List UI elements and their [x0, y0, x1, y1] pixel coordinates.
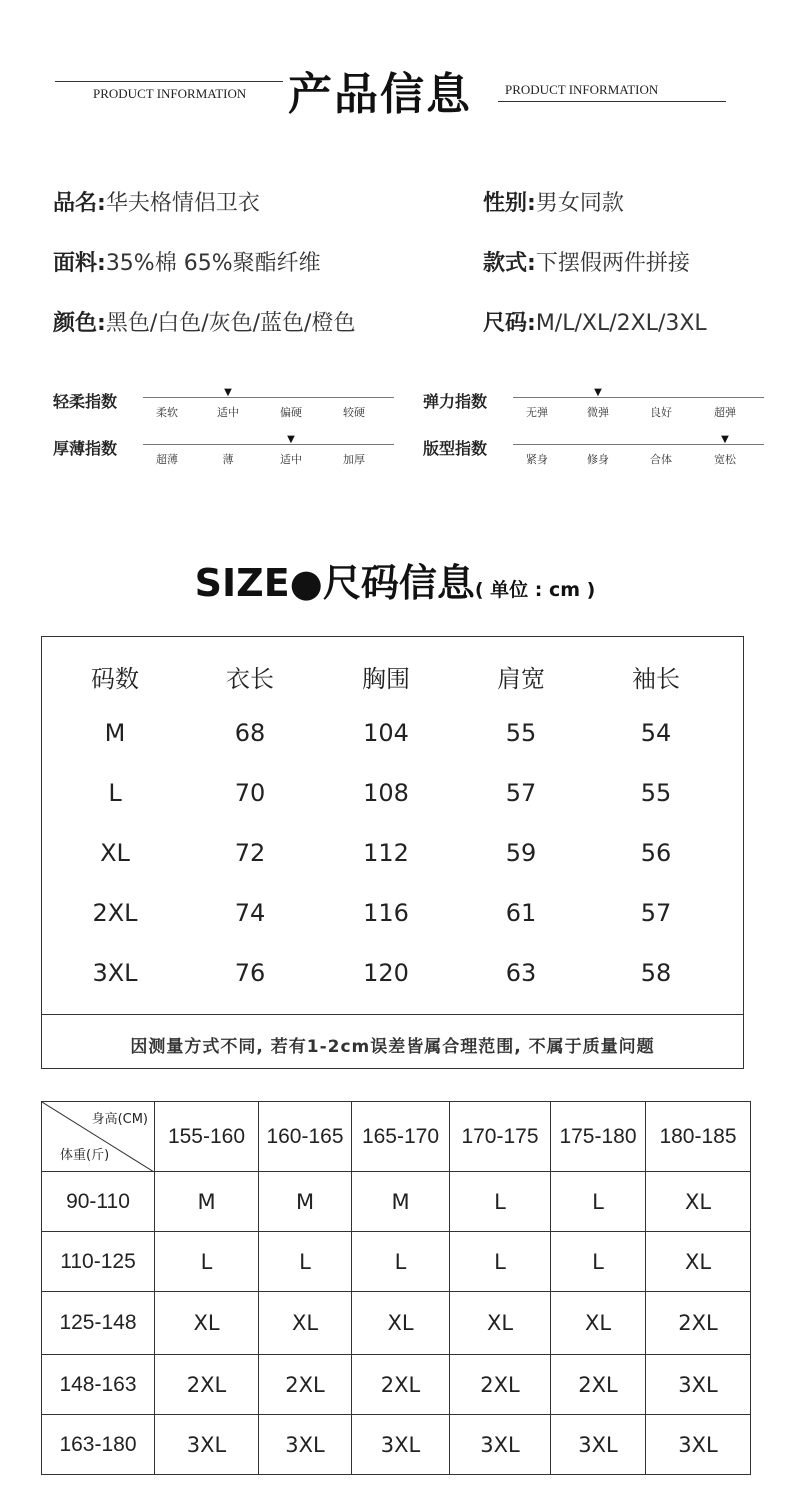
elasticity-index-marker-icon: ▼ [594, 387, 602, 398]
size-cell-size: M [104, 719, 126, 747]
softness-index-option: 较硬 [343, 406, 365, 419]
thickness-index-option: 加厚 [343, 453, 365, 466]
fit-height-header: 170-175 [450, 1102, 551, 1172]
fit-size-cell: 2XL [352, 1355, 450, 1415]
fit-index-option: 合体 [650, 453, 672, 466]
thickness-index-marker-icon: ▼ [287, 434, 295, 445]
size-cell-sleeve: 54 [640, 719, 672, 747]
info-style-value: 下摆假两件拼接 [535, 251, 690, 276]
fit-height-header: 155-160 [155, 1102, 259, 1172]
fit-size-cell: M [352, 1172, 450, 1232]
fit-chart [41, 1101, 751, 1475]
fit-size-cell: L [450, 1172, 551, 1232]
fit-size-cell: XL [352, 1292, 450, 1355]
fit-size-cell: XL [646, 1172, 751, 1232]
size-title-unit: ( 单位 : cm ) [474, 579, 596, 601]
info-fabric-key: 面料: [53, 251, 106, 276]
header-rule-right [498, 101, 726, 102]
size-header-chest: 胸围 [362, 665, 410, 693]
info-size-key: 尺码: [483, 311, 536, 336]
size-cell-sleeve: 57 [640, 899, 672, 927]
fit-size-cell: 2XL [155, 1355, 259, 1415]
softness-index-line [143, 397, 394, 398]
fit-row [42, 1172, 751, 1232]
size-cell-chest: 104 [363, 719, 409, 747]
size-header-length: 衣长 [226, 665, 274, 693]
fit-size-cell: L [551, 1232, 646, 1292]
fit-index-option: 宽松 [714, 453, 736, 466]
fit-size-cell: 3XL [646, 1355, 751, 1415]
info-style-key: 款式: [483, 251, 536, 276]
elasticity-index-option: 微弹 [587, 406, 609, 419]
info-color [53, 306, 355, 337]
fit-weight-header: 148-163 [42, 1355, 155, 1415]
thickness-index-line [143, 444, 394, 445]
thickness-index-option: 薄 [222, 453, 234, 466]
info-size [483, 306, 707, 337]
fit-size-cell: 2XL [551, 1355, 646, 1415]
size-table-divider [42, 1014, 743, 1015]
size-title-main: SIZE●尺码信息 [194, 561, 475, 605]
thickness-index-option: 适中 [280, 453, 302, 466]
size-table [41, 636, 744, 1069]
elasticity-index-line [513, 397, 764, 398]
info-color-key: 颜色: [53, 311, 106, 336]
header-en-right: PRODUCT INFORMATION [505, 82, 659, 97]
fit-index-option: 修身 [587, 453, 609, 466]
softness-index-marker-icon: ▼ [224, 387, 232, 398]
softness-index-label: 轻柔指数 [53, 392, 118, 411]
size-header-shoulder: 肩宽 [497, 665, 545, 693]
softness-index-option: 适中 [217, 406, 239, 419]
fit-height-header: 175-180 [551, 1102, 646, 1172]
size-cell-length: 74 [234, 899, 266, 927]
info-gender [483, 186, 624, 217]
fit-size-cell: XL [551, 1292, 646, 1355]
size-cell-size: XL [100, 839, 130, 867]
header-en-left: PRODUCT INFORMATION [93, 86, 247, 101]
fit-size-cell: XL [646, 1232, 751, 1292]
fit-header-row [42, 1102, 751, 1172]
header-rule-left [55, 81, 283, 82]
fit-height-header: 160-165 [259, 1102, 352, 1172]
info-size-value: M/L/XL/2XL/3XL [535, 311, 707, 336]
fit-size-cell: 3XL [646, 1415, 751, 1475]
page-title: 产品信息 [288, 69, 472, 120]
fit-size-cell: L [551, 1172, 646, 1232]
fit-size-cell: XL [259, 1292, 352, 1355]
fit-index-marker-icon: ▼ [721, 434, 729, 445]
size-cell-size: L [108, 779, 122, 807]
info-fabric-value: 35%棉 65%聚酯纤维 [105, 251, 321, 276]
size-cell-chest: 112 [363, 839, 409, 867]
size-cell-shoulder: 57 [505, 779, 537, 807]
fit-weight-header: 163-180 [42, 1415, 155, 1475]
fit-row [42, 1232, 751, 1292]
size-cell-chest: 116 [363, 899, 409, 927]
size-cell-shoulder: 59 [505, 839, 537, 867]
fit-size-cell: 3XL [259, 1415, 352, 1475]
softness-index-option: 偏硬 [280, 406, 302, 419]
size-cell-sleeve: 56 [640, 839, 672, 867]
size-cell-length: 68 [234, 719, 266, 747]
info-fabric [53, 246, 321, 277]
size-cell-size: 2XL [92, 899, 138, 927]
fit-weight-header: 90-110 [42, 1172, 155, 1232]
elasticity-index-option: 无弹 [526, 406, 548, 419]
fit-size-cell: M [155, 1172, 259, 1232]
size-section-title [0, 552, 790, 607]
info-gender-key: 性别: [483, 191, 536, 216]
fit-height-header: 165-170 [352, 1102, 450, 1172]
size-cell-sleeve: 55 [640, 779, 672, 807]
info-name [53, 186, 260, 217]
softness-index-option: 柔软 [156, 406, 178, 419]
fit-height-label: 身高(CM) [91, 1112, 148, 1127]
info-name-value: 华夫格情侣卫衣 [105, 191, 260, 216]
fit-size-cell: 3XL [551, 1415, 646, 1475]
fit-size-cell: 3XL [450, 1415, 551, 1475]
fit-size-cell: L [155, 1232, 259, 1292]
fit-size-cell: L [259, 1232, 352, 1292]
fit-size-cell: XL [450, 1292, 551, 1355]
fit-index-label: 版型指数 [423, 439, 488, 458]
fit-size-cell: L [352, 1232, 450, 1292]
info-name-key: 品名: [53, 191, 106, 216]
fit-weight-header: 125-148 [42, 1292, 155, 1355]
info-gender-value: 男女同款 [535, 191, 624, 216]
size-cell-length: 76 [234, 959, 266, 987]
size-cell-size: 3XL [92, 959, 138, 987]
elasticity-index-label: 弹力指数 [423, 392, 488, 411]
elasticity-index-option: 超弹 [714, 406, 736, 419]
size-cell-shoulder: 61 [505, 899, 537, 927]
fit-size-cell: L [450, 1232, 551, 1292]
info-style [483, 246, 690, 277]
fit-size-cell: M [259, 1172, 352, 1232]
fit-size-cell: 2XL [450, 1355, 551, 1415]
size-header-sleeve: 袖长 [632, 665, 680, 693]
size-cell-shoulder: 63 [505, 959, 537, 987]
size-cell-shoulder: 55 [505, 719, 537, 747]
elasticity-index-option: 良好 [650, 406, 672, 419]
thickness-index-option: 超薄 [156, 453, 178, 466]
size-cell-chest: 108 [363, 779, 409, 807]
fit-size-cell: 2XL [259, 1355, 352, 1415]
thickness-index-label: 厚薄指数 [53, 439, 118, 458]
fit-size-cell: 3XL [155, 1415, 259, 1475]
size-cell-chest: 120 [363, 959, 409, 987]
fit-weight-label: 体重(斤) [60, 1148, 110, 1163]
fit-size-cell: 2XL [646, 1292, 751, 1355]
fit-weight-header: 110-125 [42, 1232, 155, 1292]
info-color-value: 黑色/白色/灰色/蓝色/橙色 [105, 311, 356, 336]
size-cell-length: 70 [234, 779, 266, 807]
fit-row [42, 1415, 751, 1475]
size-header-size: 码数 [91, 665, 139, 693]
size-cell-sleeve: 58 [640, 959, 672, 987]
fit-size-cell: 3XL [352, 1415, 450, 1475]
fit-size-cell: XL [155, 1292, 259, 1355]
fit-row [42, 1292, 751, 1355]
size-cell-length: 72 [234, 839, 266, 867]
fit-corner-cell [42, 1102, 155, 1172]
fit-row [42, 1355, 751, 1415]
size-table-note: 因测量方式不同, 若有1-2cm误差皆属合理范围, 不属于质量问题 [130, 1037, 655, 1057]
fit-height-header: 180-185 [646, 1102, 751, 1172]
fit-index-option: 紧身 [526, 453, 548, 466]
